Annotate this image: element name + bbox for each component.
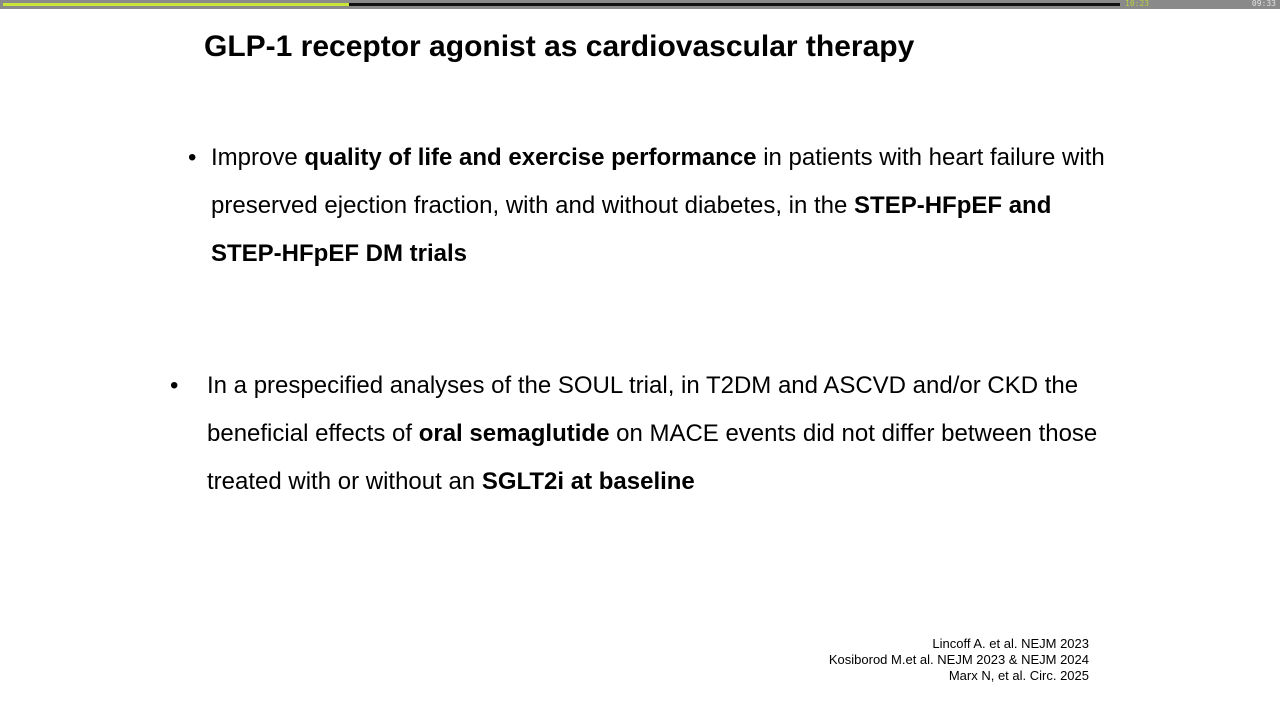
bold-text: STEP-HFpEF and STEP-HFpEF DM trials xyxy=(211,192,1052,267)
text: in patients with heart failure with preserved ejection fraction, with and without diabetes, in the xyxy=(211,144,1105,219)
reference: Marx N, et al. Circ. 2025 xyxy=(948,668,1089,683)
progress-fill xyxy=(3,3,349,6)
bullet-marker: • xyxy=(188,144,197,171)
bullet-1 xyxy=(211,134,1111,278)
player-bar xyxy=(0,0,1280,9)
progress-bar[interactable] xyxy=(3,3,1120,6)
text: Improve xyxy=(211,144,305,171)
bold-text: oral semaglutide xyxy=(418,420,610,447)
reference: Lincoff A. et al. NEJM 2023 xyxy=(932,636,1089,651)
bullet-marker: • xyxy=(170,372,179,399)
bold-text: SGLT2i at baseline xyxy=(481,468,695,495)
elapsed-time: 10:23 xyxy=(1125,0,1150,8)
references xyxy=(829,636,1089,684)
reference: Kosiborod M.et al. NEJM 2023 & NEJM 2024 xyxy=(828,652,1089,667)
clock-time: 09:33 xyxy=(1251,0,1276,8)
bullet-2 xyxy=(207,362,1107,506)
text: on MACE events did not differ between those treated with or without an xyxy=(207,420,1098,495)
slide-title: GLP-1 receptor agonist as cardiovascular therapy xyxy=(204,30,915,63)
text: In a prespecified analyses of the SOUL trial, in T2DM and ASCVD and/or CKD the beneficial effects of xyxy=(207,372,1079,447)
bold-text: quality of life and exercise performance xyxy=(304,144,757,171)
